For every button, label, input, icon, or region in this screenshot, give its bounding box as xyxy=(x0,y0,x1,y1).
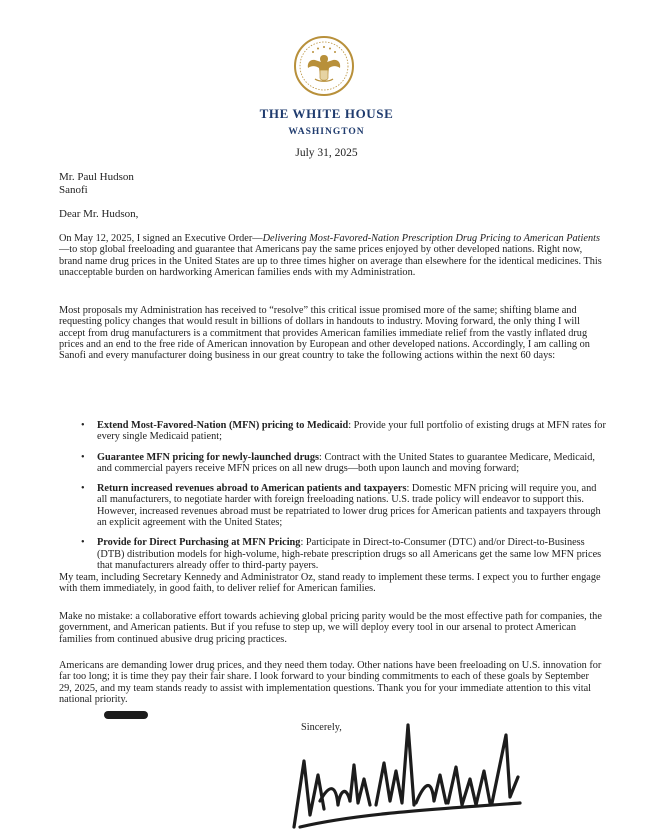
list-item xyxy=(81,537,606,571)
action-text: : Domestic MFN pricing will require you, and all manufacturers, to negotiate harder with foreign freeloading nations. U.S. trade policy will endeavor to support this. However, increased revenues abroad must be repatriated to lower drug prices for American patients and taxpayers through an explicit agreement with the United States; xyxy=(97,483,601,529)
action-text: : Provide your full portfolio of existing drugs at MFN rates for every single Medicaid patient; xyxy=(97,420,606,443)
letter-date: July 31, 2025 xyxy=(295,147,358,159)
list-item xyxy=(81,483,606,528)
executive-order-title: Delivering Most-Favored-Nation Prescription Drug Pricing to American Patients xyxy=(262,233,600,244)
redaction-mark xyxy=(104,711,148,719)
action-heading: Guarantee MFN pricing for newly-launched drugs xyxy=(97,451,320,463)
action-text: : Contract with the United States to guarantee Medicare, Medicaid, and commercial payers receive MFN prices on all new drugs—both upon launch and moving forward; xyxy=(97,451,595,474)
action-heading: Provide for Direct Purchasing at MFN Pricing xyxy=(97,537,301,549)
action-heading: Extend Most-Favored-Nation (MFN) pricing to Medicaid xyxy=(97,420,349,431)
bullet-icon: • xyxy=(81,483,85,495)
action-list xyxy=(81,420,606,580)
paragraph-team: My team, including Secretary Kennedy and Administrator Oz, stand ready to implement these terms. I expect you to further engage with them immediately, in good faith, to deliver relief for American families. xyxy=(59,572,601,595)
recipient-company: Sanofi xyxy=(59,184,88,196)
paragraph-rest: —to stop global freeloading and guarantee that Americans pay the same prices enjoyed by other developed nations. Right now, brand name drug prices in the United States are up to three times higher on average than elsewhere for the identical medicines. This unacceptable burden on hardworking American families ends with my Administration. xyxy=(59,244,602,278)
bullet-icon: • xyxy=(81,537,85,549)
paragraph-proposals: Most proposals my Administration has received to “resolve” this critical issue promised more of the same; shifting blame and requesting policy changes that would result in billions of dollars in handouts to industry. Moving forward, the only thing I will accept from drug manufacturers is a commitment that provides American families immediate relief from the vastly inflated drug prices and an end to the free ride of American innovation by European and other developed nations. Accordingly, I am calling on Sanofi and every manufacturer doing business in our great country to take the following actions within the next 60 days: xyxy=(59,305,590,362)
action-heading: Return increased revenues abroad to American patients and taxpayers xyxy=(97,483,407,495)
bullet-icon: • xyxy=(81,420,85,431)
bullet-icon: • xyxy=(81,451,85,463)
paragraph-executive-order xyxy=(59,233,604,278)
list-item xyxy=(81,452,606,475)
paragraph-deadline: Americans are demanding lower drug prices, and they need them today. Other nations have been freeloading on U.S. innovation for far too long; it is time they pay their fair share. I look forward to your binding commitments to each of these goals by September 29, 2025, and my team stands ready to assist with implementation questions. Thank you for your immediate attention to this vital national priority. xyxy=(59,660,602,705)
recipient-name: Mr. Paul Hudson xyxy=(59,171,134,183)
signature-icon xyxy=(280,705,540,835)
salutation: Dear Mr. Hudson, xyxy=(59,208,139,220)
list-item xyxy=(81,420,606,443)
paragraph-warning: Make no mistake: a collaborative effort towards achieving global pricing parity would be the most effective path for companies, the government, and American patients. But if you refuse to step up, we will deploy every tool in our arsenal to protect American families from continued abusive drug pricing practices. xyxy=(59,611,602,645)
letterhead-location: WASHINGTON xyxy=(288,127,365,137)
recipient-block xyxy=(59,171,134,197)
action-text: : Participate in Direct-to-Consumer (DTC) and/or Direct-to-Business (DTB) distribution models for high-volume, high-rebate prescription drugs so all Americans get the same low MFN prices that manufacturers already offer to third-party payers. xyxy=(97,537,602,571)
letterhead-title: THE WHITE HOUSE xyxy=(259,106,394,121)
paragraph-lead: On May 12, 2025, I signed an Executive Order— xyxy=(59,233,263,244)
closing: Sincerely, xyxy=(301,722,342,733)
presidential-seal-icon xyxy=(293,35,355,97)
